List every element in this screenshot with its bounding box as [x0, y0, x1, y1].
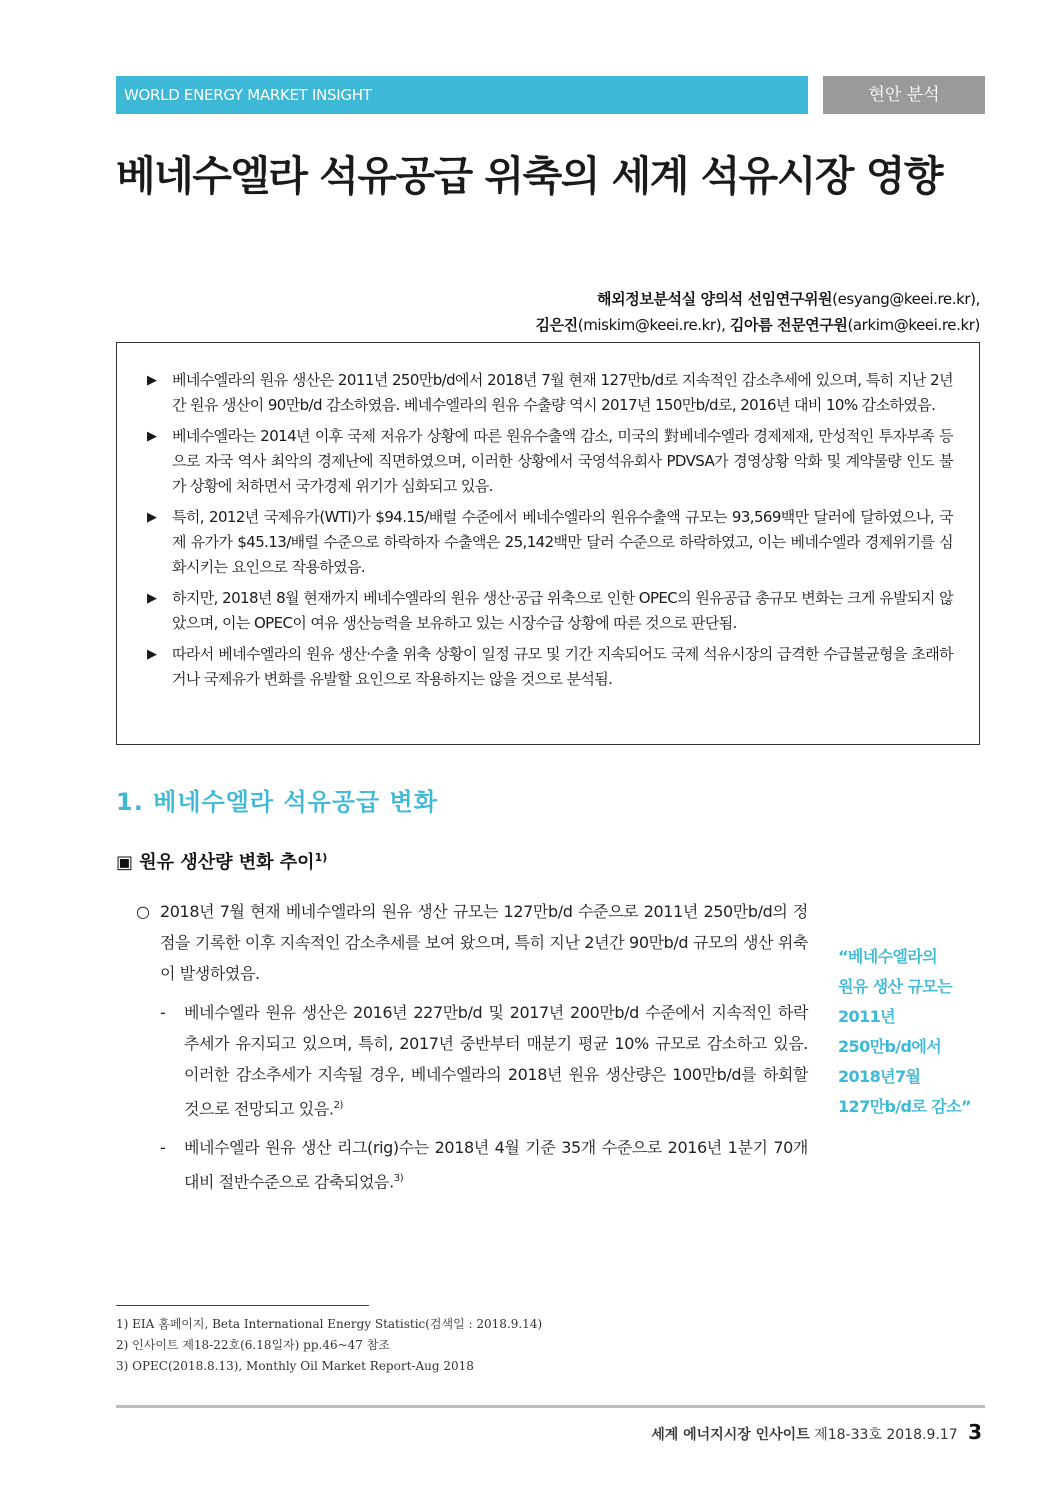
footnote-item: 3) OPEC(2018.8.13), Monthly Oil Market Report-Aug 2018	[116, 1359, 474, 1373]
pull-quote	[838, 942, 988, 1122]
body-content	[136, 896, 808, 1206]
author-email-2: (miskim@keei.re.kr),	[577, 316, 726, 334]
summary-item-text: 따라서 베네수엘라의 원유 생산·수출 위축 상황이 일정 규모 및 기간 지속되어도 국제 석유시장의 급격한 수급불균형을 초래하거나 국제유가 변화를 유발할 요인으로 작용하지는 않을 것으로 분석됨.	[172, 645, 953, 688]
main-paragraph	[136, 896, 808, 989]
summary-item	[147, 505, 953, 580]
pull-quote-line: 250만b/d에서	[838, 1037, 942, 1056]
dash-paragraph-1	[136, 997, 808, 1124]
arrow-bullet-icon: ▶	[147, 429, 157, 444]
pull-quote-line: 원유 생산 규모는	[838, 977, 952, 996]
author-line-2	[535, 312, 980, 338]
dash-paragraph-2	[136, 1132, 808, 1197]
pull-quote-line: 127만b/d로 감소”	[838, 1097, 971, 1116]
page-number: 3	[968, 1420, 982, 1444]
header-band	[116, 76, 808, 114]
main-paragraph-text: 2018년 7월 현재 베네수엘라의 원유 생산 규모는 127만b/d 수준으로 2011년 250만b/d의 정점을 기록한 이후 지속적인 감소추세를 보여 왔으며, 특히 지난 2년간 90만b/d 규모의 생산 위축이 발생하였음.	[160, 902, 808, 983]
summary-item-text: 베네수엘라의 원유 생산은 2011년 250만b/d에서 2018년 7월 현재 127만b/d로 지속적인 감소추세에 있으며, 특히 지난 2년간 원유 생산이 90만b/d 감소하였음. 베네수엘라의 원유 수출량 역시 2017년 150만b/d로, 2016년 대비 10% 감소하였음.	[172, 371, 953, 414]
author-block	[535, 286, 980, 338]
footer-issue: 제18-33호 2018.9.17	[814, 1427, 958, 1443]
arrow-bullet-icon: ▶	[147, 373, 157, 388]
footnote-ref-3: 3)	[393, 1173, 404, 1185]
section-tag	[823, 76, 985, 114]
summary-list	[147, 368, 953, 692]
pull-quote-line: 2018년7월	[838, 1067, 921, 1086]
arrow-bullet-icon: ▶	[147, 591, 157, 606]
subsection-heading-text: ▣ 원유 생산량 변화 추이	[116, 852, 315, 873]
summary-item-text: 하지만, 2018년 8월 현재까지 베네수엘라의 원유 생산·공급 위축으로 인한 OPEC의 원유공급 총규모 변화는 크게 유발되지 않았으며, 이는 OPEC이 여유 생산능력을 보유하고 있는 시장수급 상황에 따른 것으로 판단됨.	[172, 589, 953, 632]
footnote-divider	[116, 1305, 369, 1306]
author-email-3: (arkim@keei.re.kr)	[847, 316, 980, 334]
page-footer	[651, 1420, 982, 1444]
arrow-bullet-icon: ▶	[147, 510, 157, 525]
circle-bullet-icon: ○	[136, 902, 150, 921]
summary-item	[147, 424, 953, 499]
summary-item	[147, 586, 953, 636]
section-tag-label: 현안 분석	[868, 85, 940, 105]
header-band-label: WORLD ENERGY MARKET INSIGHT	[124, 86, 372, 104]
summary-item-text: 특히, 2012년 국제유가(WTI)가 $94.15/배럴 수준에서 베네수엘라의 원유수출액 규모는 93,569백만 달러에 달하였으나, 국제 유가가 $45.13/배럴 수준으로 하락하자 수출액은 25,142백만 달러 수준으로 하락하였고, 이는 베네수엘라 경제위기를 심화시키는 요인으로 작용하였음.	[172, 508, 953, 576]
pull-quote-line: “베네수엘라의	[838, 947, 938, 966]
summary-item	[147, 642, 953, 692]
footnote-ref-1: 1)	[314, 851, 328, 864]
footer-publication: 세계 에너지시장 인사이트	[651, 1427, 810, 1443]
footnote-item: 2) 인사이트 제18-22호(6.18일자) pp.46~47 참조	[116, 1338, 390, 1352]
pull-quote-line: 2011년	[838, 1007, 895, 1026]
author-name-1: 해외정보분석실 양의석 선임연구위원	[597, 290, 833, 308]
footnote-ref-2: 2)	[333, 1100, 344, 1111]
footnotes	[116, 1314, 542, 1377]
author-name-2: 김은진	[535, 316, 578, 334]
dash-paragraph-1-text: 베네수엘라 원유 생산은 2016년 227만b/d 및 2017년 200만b/d 수준에서 지속적인 하락추세가 유지되고 있으며, 특히, 2017년 중반부터 매분기 평균 10% 규모로 감소하고 있음. 이러한 감소추세가 지속될 경우, 베네수엘라의 2018년 원유 생산량은 100만b/d를 하회할 것으로 전망되고 있음.	[184, 1003, 808, 1119]
author-line-1	[535, 286, 980, 312]
dash-bullet-icon: -	[160, 1003, 166, 1022]
summary-item-text: 베네수엘라는 2014년 이후 국제 저유가 상황에 따른 원유수출액 감소, 미국의 對베네수엘라 경제제재, 만성적인 투자부족 등으로 자국 역사 최악의 경제난에 직면하였으며, 이러한 상황에서 국영석유회사 PDVSA가 경영상황 악화 및 계약물량 인도 불가 상황에 처하면서 국가경제 위기가 심화되고 있음.	[172, 427, 953, 495]
section-heading: 1. 베네수엘라 석유공급 변화	[116, 788, 438, 816]
dash-paragraph-2-text: 베네수엘라 원유 생산 리그(rig)수는 2018년 4월 기준 35개 수준으로 2016년 1분기 70개 대비 절반수준으로 감축되었음.	[184, 1138, 808, 1192]
summary-box	[116, 342, 980, 745]
footnote-item: 1) EIA 홈페이지, Beta International Energy Statistic(검색일 : 2018.9.14)	[116, 1317, 543, 1331]
arrow-bullet-icon: ▶	[147, 647, 157, 662]
page-title: 베네수엘라 석유공급 위축의 세계 석유시장 영향	[116, 152, 942, 200]
author-email-1: (esyang@keei.re.kr),	[832, 290, 980, 308]
dash-bullet-icon: -	[160, 1138, 166, 1158]
author-name-3: 김아름 전문연구원	[729, 316, 848, 334]
subsection-heading	[116, 848, 327, 874]
summary-item	[147, 368, 953, 418]
footer-divider	[116, 1405, 985, 1408]
